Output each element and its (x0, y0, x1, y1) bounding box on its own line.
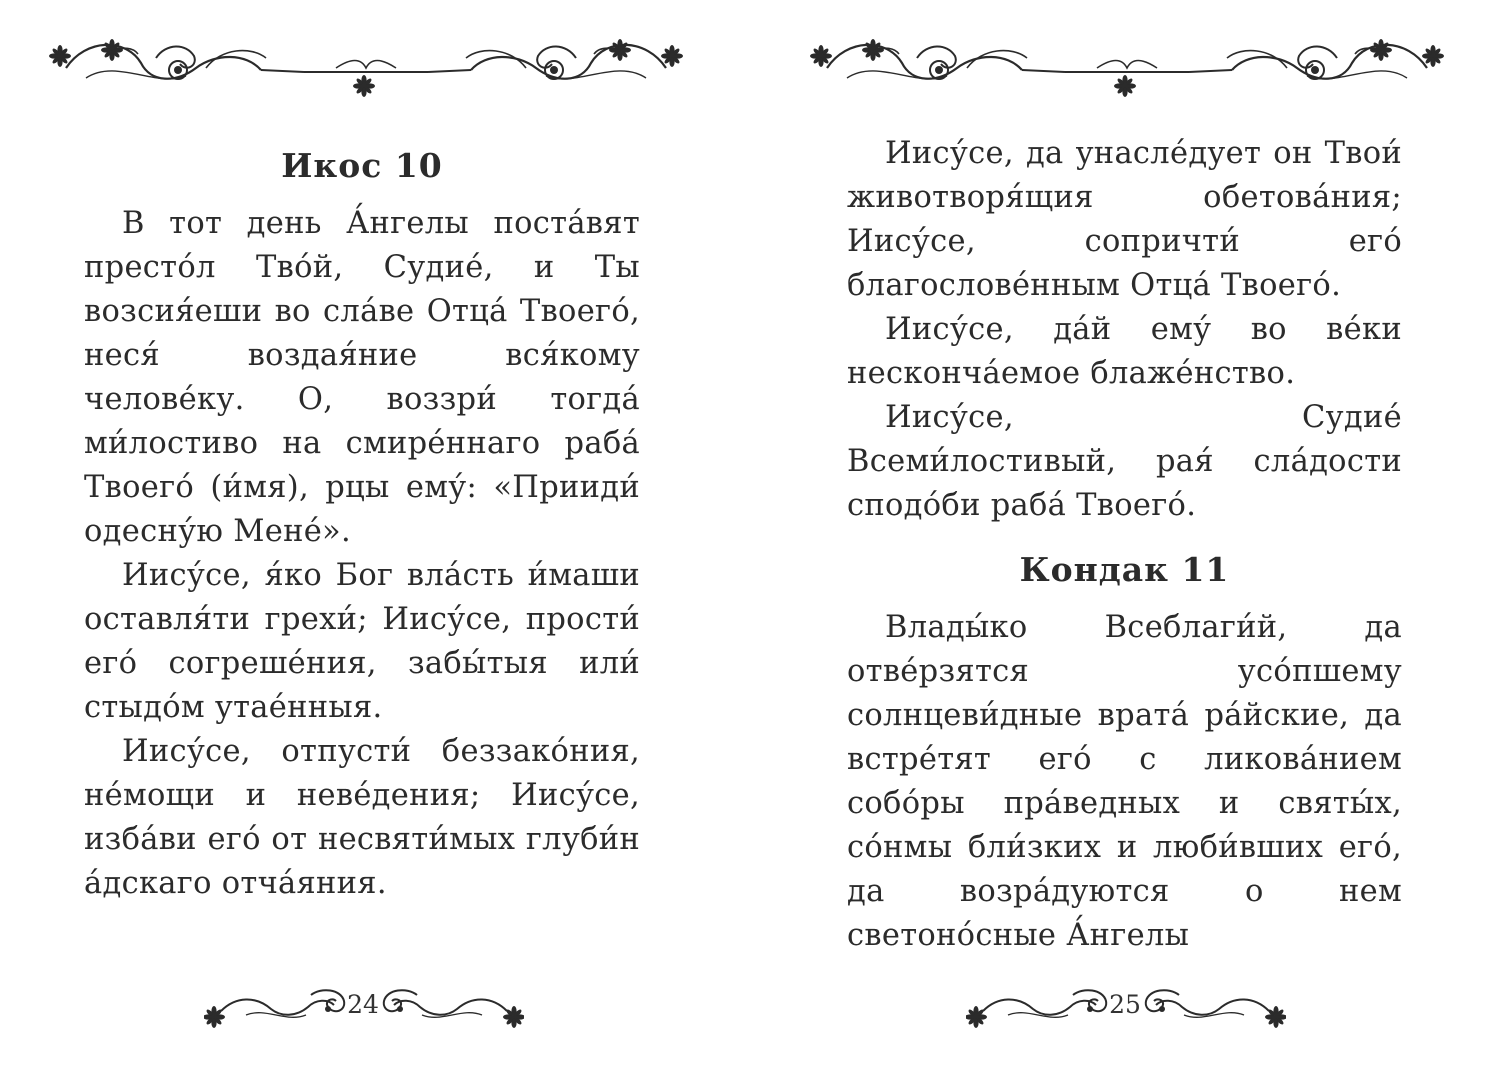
left-page-content (84, 140, 640, 906)
section-heading-kondak-11: Кондак 11 (1019, 550, 1230, 589)
floral-ornament-icon (807, 28, 1447, 108)
paragraph: Иису́се, да унасле́дует он Твои́ животворя́щия обетова́ния; Иису́се, сопричти́ его́ благослове́нным Отца́ Твоего́. (847, 136, 1402, 303)
page-number: 24 (347, 990, 379, 1019)
right-page-content (847, 132, 1402, 958)
section-heading-ikos-10: Икос 10 (281, 146, 443, 185)
flower-icon (49, 45, 71, 67)
right-page (751, 0, 1502, 1080)
paragraph: Иису́се, да́й ему́ во ве́ки нескончáемое блаже́нство. (847, 312, 1402, 391)
paragraph: Иису́се, Судие́ Всеми́лостивый, рая́ сла́дости сподо́би раба́ Твоего́. (847, 400, 1402, 523)
paragraph: В тот день А́нгелы поста́вят престо́л Тво́й, Судие́, и Ты возсия́еши во сла́ве Отца́ Твоего́, неся́ воздая́ние вся́кому челове́ку. О, воззри́ тогда́ ми́лостиво на смире́ннаго раба́ Твоего́ (и́мя), рцы ему́: «Прииди́ одесну́ю Мене́». (84, 206, 640, 549)
paragraph: Влады́ко Всеблаги́й, да отве́рзятся усо́пшему солнцеви́дные врата́ ра́йские, да встре́тят его́ с ликова́нием собо́ры пра́ведных и святы́х, со́нмы бли́зких и люби́вших его́, да возра́дуются о нем светоно́сные А́нгелы (847, 610, 1402, 953)
page-number: 25 (1109, 990, 1141, 1019)
paragraph: Иису́се, я́ко Бог вла́сть и́маши оставля́ти грехи́; Иису́се, прости́ его́ согреше́ния, забы́тыя или́ стыдо́м утае́нныя. (84, 558, 640, 725)
paragraph: Иису́се, отпусти́ беззако́ния, не́мощи и неве́дения; Иису́се, изба́ви его́ от несвяти́мых глуби́н а́дскаго отча́яния. (84, 734, 640, 901)
floral-ornament-icon (46, 28, 686, 108)
